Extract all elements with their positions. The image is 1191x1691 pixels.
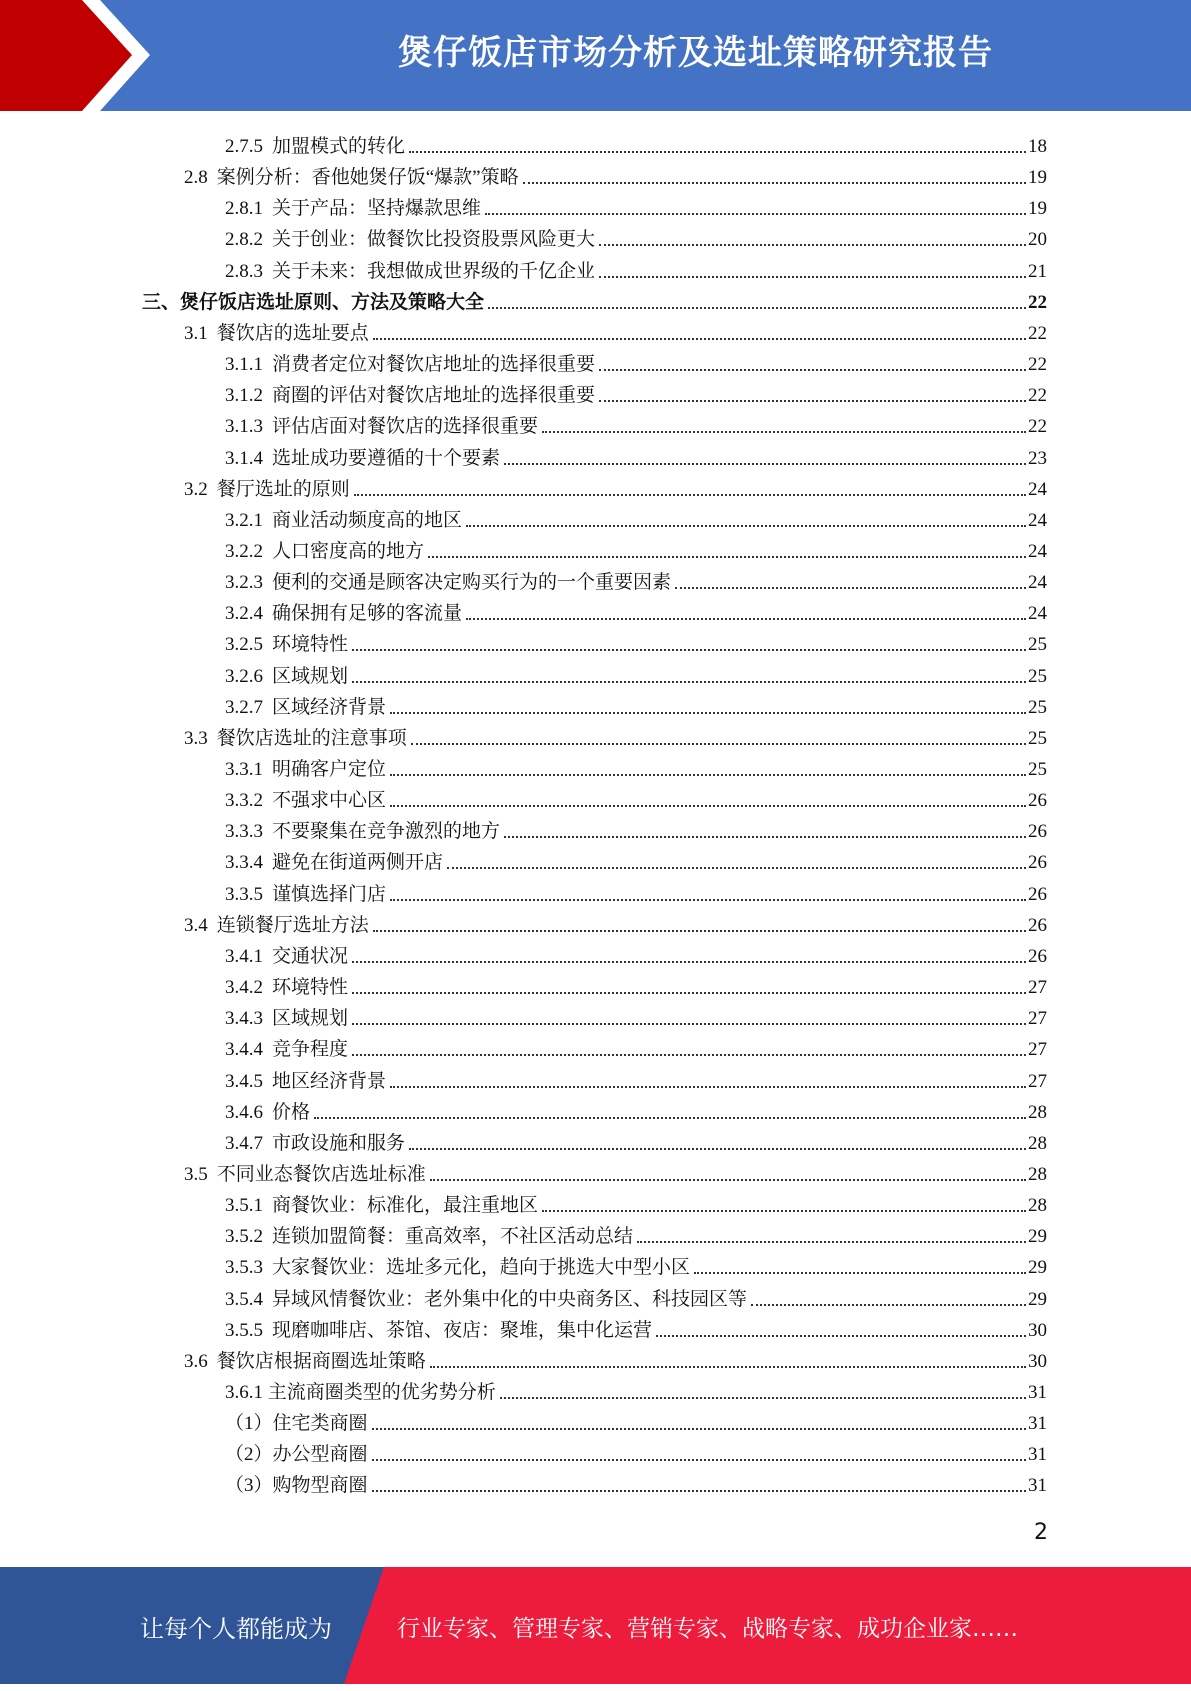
toc-entry-number: 3.2.2 [225,540,263,562]
toc-entry[interactable] [225,407,1047,438]
toc-entry-title: 商圈的评估对餐饮店地址的选择很重要 [272,385,596,407]
toc-dot-leader [390,898,1026,901]
toc-entry[interactable] [184,314,1047,345]
toc-entry[interactable] [225,968,1047,999]
toc-entry-label [225,448,500,470]
toc-entry-page: 31 [1028,1382,1047,1403]
toc-entry-label [184,1351,426,1373]
toc-entry-title: 加盟模式的转化 [272,136,406,157]
toc-dot-leader [372,1427,1026,1430]
toc-entry-number: 2.8.3 [225,260,263,282]
toc-entry-page: 26 [1028,790,1047,812]
toc-entry-label [225,634,348,656]
toc-entry-page: 28 [1028,1195,1047,1217]
toc-entry-title: 大家餐饮业：选址多元化，趋向于挑选大中型小区 [272,1257,691,1279]
toc-entry-number: 3.5.1 [225,1195,263,1217]
toc-dot-leader [599,399,1026,402]
toc-entry-page: 20 [1028,229,1047,251]
toc-entry-title: 不同业态餐饮店选址标准 [216,1163,426,1185]
toc-entry-page: 24 [1028,509,1047,531]
toc-entry-label [225,1008,348,1030]
toc-entry-page: 22 [1028,291,1047,313]
toc-dot-leader [447,866,1026,869]
toc-entry[interactable] [225,1466,1047,1497]
toc-entry-number: 3.3.5 [225,883,263,905]
toc-entry-label [225,790,386,812]
toc-entry[interactable] [225,1404,1047,1435]
toc-entry[interactable] [184,1342,1047,1373]
toc-entry-label [225,1320,652,1342]
toc-entry-label [184,479,350,501]
toc-entry[interactable] [184,906,1047,937]
toc-entry-label [225,666,348,688]
toc-entry-number: 3.4.2 [225,977,263,999]
toc-entry-number: 3.4.6 [225,1101,263,1123]
toc-entry-number: 3.4.5 [225,1070,263,1092]
toc-entry[interactable] [225,1062,1047,1093]
toc-entry-label [225,821,500,843]
toc-dot-leader [352,680,1026,683]
toc-dot-leader [390,1085,1026,1088]
toc-entry-number: 3.4.7 [225,1132,263,1154]
toc-dot-leader [409,1147,1026,1150]
toc-entry[interactable] [184,158,1047,189]
toc-entry-title: 关于未来：我想做成世界级的千亿企业 [272,260,596,282]
footer-slogan-left: 让每个人都能成为 [140,1615,332,1643]
toc-entry-title: 明确客户定位 [272,759,387,780]
toc-entry-title: 谨慎选择门店 [272,883,387,905]
toc-entry-title: 环境特性 [272,977,349,999]
toc-entry[interactable] [225,1030,1047,1061]
toc-entry[interactable] [225,937,1047,968]
report-title: 煲仔饭店市场分析及选址策略研究报告 [398,33,993,73]
toc-entry-number: 3.4.4 [225,1039,263,1061]
toc-entry-page: 31 [1028,1475,1047,1497]
toc-entry[interactable] [225,252,1047,283]
toc-entry[interactable] [225,625,1047,656]
toc-dot-leader [504,462,1026,465]
toc-dot-leader [751,1303,1026,1306]
toc-entry-number: 3.2.6 [225,665,263,687]
toc-entry[interactable] [225,688,1047,719]
toc-entry-page: 24 [1028,478,1047,500]
toc-entry-label [225,416,538,438]
toc-entry-title: 便利的交通是顾客决定购买行为的一个重要因素 [272,572,672,594]
toc-entry-label [225,1444,368,1466]
toc-entry-title: 地区经济背景 [272,1070,387,1092]
toc-entry[interactable] [225,1435,1047,1466]
toc-entry[interactable] [225,750,1047,781]
toc-dot-leader [430,1178,1026,1181]
toc-dot-leader [411,742,1026,745]
toc-entry-title: （3）购物型商圈 [225,1475,368,1497]
toc-entry-number: 3.2.7 [225,696,263,718]
toc-dot-leader [675,586,1026,589]
toc-entry[interactable] [225,1186,1047,1217]
toc-entry-label [184,728,407,750]
toc-entry-title: 选址成功要遵循的十个要素 [272,447,501,469]
toc-entry-page: 25 [1028,696,1047,718]
toc-entry-title: 消费者定位对餐饮店地址的选择很重要 [272,354,596,376]
toc-dot-leader [390,804,1026,807]
toc-entry-title: 餐厅选址的原则 [216,478,350,500]
toc-entry-number: 3.4 [184,914,208,936]
toc-entry-label [142,292,484,314]
toc-entry-number: 3.5.4 [225,1288,263,1310]
toc-entry-page: 28 [1028,1101,1047,1123]
toc-entry[interactable] [184,470,1047,501]
toc-dot-leader [599,368,1026,371]
toc-entry-title: 交通状况 [272,945,349,967]
toc-entry[interactable] [225,439,1047,470]
toc-dot-leader [354,493,1026,496]
toc-entry-page: 19 [1028,198,1047,220]
toc-entry-title: 区域规划 [272,665,349,687]
toc-entry-label [225,541,424,563]
toc-entry-page: 30 [1028,1350,1047,1372]
toc-entry[interactable] [225,812,1047,843]
toc-entry-number: 2.8.1 [225,198,263,220]
toc-entry-label [225,1039,348,1061]
toc-entry-title: 餐饮店根据商圈选址策略 [216,1350,426,1372]
toc-entry[interactable] [142,283,1047,314]
toc-entry[interactable] [225,1217,1047,1248]
toc-entry-label [225,1257,690,1279]
toc-entry-label [225,354,595,376]
toc-entry-number: 3.1.1 [225,354,263,376]
toc-entry-number: 3.1.2 [225,385,263,407]
toc-entry-number: 3.3.4 [225,852,263,874]
toc-entry[interactable] [225,1373,1047,1404]
toc-dot-leader [390,773,1026,776]
toc-entry-page: 18 [1028,136,1047,157]
toc-entry-page: 22 [1028,416,1047,438]
toc-entry[interactable] [225,127,1047,158]
toc-entry-page: 27 [1028,1039,1047,1061]
toc-entry-page: 31 [1028,1444,1047,1466]
toc-entry-page: 28 [1028,1132,1047,1154]
page-number: 2 [1034,1520,1048,1545]
toc-entry-title: 3.6.1 主流商圈类型的优劣势分析 [225,1382,496,1403]
toc-entry[interactable] [225,1248,1047,1279]
toc-entry-page: 24 [1028,603,1047,625]
toc-entry-page: 26 [1028,914,1047,936]
toc-entry-label [184,167,519,189]
toc-dot-leader [372,1458,1026,1461]
toc-entry-page: 28 [1028,1163,1047,1185]
toc-dot-leader [466,524,1026,527]
toc-entry-number: 3.3 [184,727,208,749]
toc-entry-title: 现磨咖啡店、茶馆、夜店：聚堆，集中化运营 [272,1319,653,1341]
toc-entry-number: 3.2.5 [225,634,263,656]
toc-entry-title: 市政设施和服务 [272,1132,406,1154]
toc-entry-number: 3.2 [184,478,208,500]
toc-entry-title: 人口密度高的地方 [272,540,425,562]
toc-entry-label [225,1382,496,1404]
toc-entry[interactable] [225,1124,1047,1155]
toc-entry-page: 19 [1028,167,1047,189]
toc-entry-label [225,572,671,594]
toc-dot-leader [352,960,1026,963]
toc-entry-page: 22 [1028,322,1047,344]
toc-entry-page: 25 [1028,727,1047,749]
toc-entry-title: 餐饮店选址的注意事项 [216,727,407,749]
toc-entry-label [225,697,386,719]
toc-entry-page: 27 [1028,977,1047,999]
toc-entry[interactable] [225,501,1047,532]
toc-entry-title: 餐饮店的选址要点 [216,322,369,344]
toc-entry[interactable] [225,345,1047,376]
toc-entry-page: 26 [1028,945,1047,967]
toc-entry[interactable] [184,1155,1047,1186]
toc-dot-leader [523,181,1026,184]
toc-dot-leader [373,337,1026,340]
toc-entry-title: 商业活动频度高的地区 [272,509,463,531]
toc-entry-number: 3.4.1 [225,945,263,967]
toc-entry[interactable] [225,1280,1047,1311]
toc-entry-label [225,229,595,251]
toc-entry-label [225,977,348,999]
toc-dot-leader [372,1489,1026,1492]
toc-entry-page: 25 [1028,759,1047,780]
toc-entry[interactable] [225,594,1047,625]
toc-entry-page: 22 [1028,385,1047,407]
toc-dot-leader [430,1365,1026,1368]
toc-entry-title: （2）办公型商圈 [225,1444,368,1466]
toc-entry-title: 不要聚集在竞争激烈的地方 [272,821,501,843]
toc-entry-label [225,1475,368,1497]
toc-entry-page: 29 [1028,1226,1047,1248]
toc-entry-title: 区域经济背景 [272,696,387,718]
toc-entry-title: 竞争程度 [272,1039,349,1061]
toc-dot-leader [488,306,1026,309]
toc-entry-label [225,1133,405,1155]
toc-entry-page: 27 [1028,1008,1047,1030]
toc-entry-number: 3.2.4 [225,603,263,625]
toc-entry-page: 24 [1028,572,1047,594]
toc-dot-leader [656,1334,1026,1337]
toc-entry-page: 31 [1028,1413,1047,1435]
toc-entry[interactable] [225,376,1047,407]
toc-entry-label [225,510,462,532]
toc-dot-leader [542,430,1026,433]
toc-dot-leader [428,555,1026,558]
toc-entry-number: 3.1.4 [225,447,263,469]
toc-entry-number: 3.5 [184,1163,208,1185]
toc-entry-number: 3.3.1 [225,759,263,780]
toc-dot-leader [352,648,1026,651]
toc-entry[interactable] [225,563,1047,594]
toc-entry-label [184,1164,426,1186]
toc-entry-page: 23 [1028,447,1047,469]
toc-entry-number: 3.2.1 [225,509,263,531]
toc-entry-number: 3.4.3 [225,1008,263,1030]
toc-entry-label [225,603,462,625]
toc-entry-title: 商餐饮业：标准化，最注重地区 [272,1195,539,1217]
toc-dot-leader [352,991,1026,994]
toc-dot-leader [352,1022,1026,1025]
toc-entry-page: 29 [1028,1257,1047,1279]
toc-entry-title: 关于产品：坚持爆款思维 [272,198,482,220]
toc-entry-title: 避免在街道两侧开店 [272,852,444,874]
toc-entry-title: 异域风情餐饮业：老外集中化的中央商务区、科技园区等 [272,1288,748,1310]
toc-entry-label [225,198,481,220]
toc-entry-number: 2.8.2 [225,229,263,251]
toc-entry-number: 3.5.3 [225,1257,263,1279]
toc-entry-label [225,1413,368,1435]
toc-entry-label [225,1071,386,1093]
toc-entry-number: 2.8 [184,167,208,189]
toc-entry[interactable] [225,189,1047,220]
toc-entry-title: 不强求中心区 [272,790,387,812]
toc-entry-title: 确保拥有足够的客流量 [272,603,463,625]
toc-entry-page: 22 [1028,354,1047,376]
toc-entry-label [225,884,386,906]
toc-entry-label [225,136,405,158]
toc-entry-number: 3.1.3 [225,416,263,438]
toc-entry-number: 3.3.3 [225,821,263,843]
toc-entry-title: 环境特性 [272,634,349,656]
toc-entry-number: 3.3.2 [225,790,263,812]
report-header [0,0,1191,111]
toc-dot-leader [373,929,1026,932]
toc-entry-page: 26 [1028,883,1047,905]
toc-entry-page: 21 [1028,260,1047,282]
toc-entry-title: 案例分析：香他她煲仔饭“爆款”策略 [216,167,519,189]
toc-entry-title: 连锁餐厅选址方法 [216,914,369,936]
toc-entry-page: 25 [1028,665,1047,687]
toc-entry-label [225,1195,538,1217]
toc-dot-leader [504,835,1026,838]
toc-entry-label [184,323,369,345]
toc-entry-label [225,385,595,407]
toc-dot-leader [637,1240,1026,1243]
toc-entry-number: 3.1 [184,322,208,344]
toc-entry-number: 2.7.5 [225,136,263,157]
page-footer [0,1567,1191,1684]
toc-entry[interactable] [225,532,1047,563]
toc-entry[interactable] [225,1093,1047,1124]
toc-entry-title: 三、煲仔饭店选址原则、方法及策略大全 [142,291,485,313]
toc-entry-label [225,1102,310,1124]
toc-entry-label [225,1289,747,1311]
toc-entry-page: 26 [1028,852,1047,874]
footer-slogan-right: 行业专家、管理专家、营销专家、战略专家、成功企业家…… [397,1616,1018,1642]
toc-dot-leader [390,711,1026,714]
toc-entry-label [225,759,386,781]
toc-dot-leader [485,212,1026,215]
toc-entry[interactable] [184,719,1047,750]
toc-entry-label [225,946,348,968]
toc-dot-leader [694,1271,1026,1274]
toc-entry-number: 3.5.2 [225,1226,263,1248]
toc-entry-title: 价格 [272,1101,311,1123]
toc-entry-title: （1）住宅类商圈 [225,1413,368,1435]
toc-entry-number: 3.2.3 [225,572,263,594]
toc-entry-title: 区域规划 [272,1008,349,1030]
toc-entry[interactable] [225,999,1047,1030]
toc-entry-label [225,1226,633,1248]
toc-entry-page: 24 [1028,540,1047,562]
toc-entry-title: 连锁加盟简餐：重高效率，不社区活动总结 [272,1226,634,1248]
toc-entry-page: 29 [1028,1288,1047,1310]
toc-entry-page: 30 [1028,1319,1047,1341]
toc-dot-leader [409,150,1026,153]
toc-entry-label [184,915,369,937]
toc-entry[interactable] [225,657,1047,688]
toc-dot-leader [466,617,1026,620]
toc-dot-leader [352,1053,1026,1056]
toc-entry-page: 26 [1028,821,1047,843]
toc-entry[interactable] [225,843,1047,874]
toc-entry[interactable] [225,220,1047,251]
toc-dot-leader [314,1116,1026,1119]
toc-dot-leader [542,1209,1026,1212]
toc-entry-label [225,852,443,874]
toc-entry-page: 27 [1028,1070,1047,1092]
toc-entry[interactable] [225,781,1047,812]
toc-dot-leader [500,1396,1026,1399]
toc-entry[interactable] [225,875,1047,906]
toc-entry-page: 25 [1028,634,1047,656]
toc-dot-leader [599,243,1026,246]
toc-dot-leader [599,275,1026,278]
toc-entry-title: 评估店面对餐饮店的选择很重要 [272,416,539,438]
toc-entry-label [225,261,595,283]
toc-entry[interactable] [225,1311,1047,1342]
toc-entry-number: 3.6 [184,1350,208,1372]
toc-entry-number: 3.5.5 [225,1319,263,1341]
toc-entry-title: 关于创业：做餐饮比投资股票风险更大 [272,229,596,251]
